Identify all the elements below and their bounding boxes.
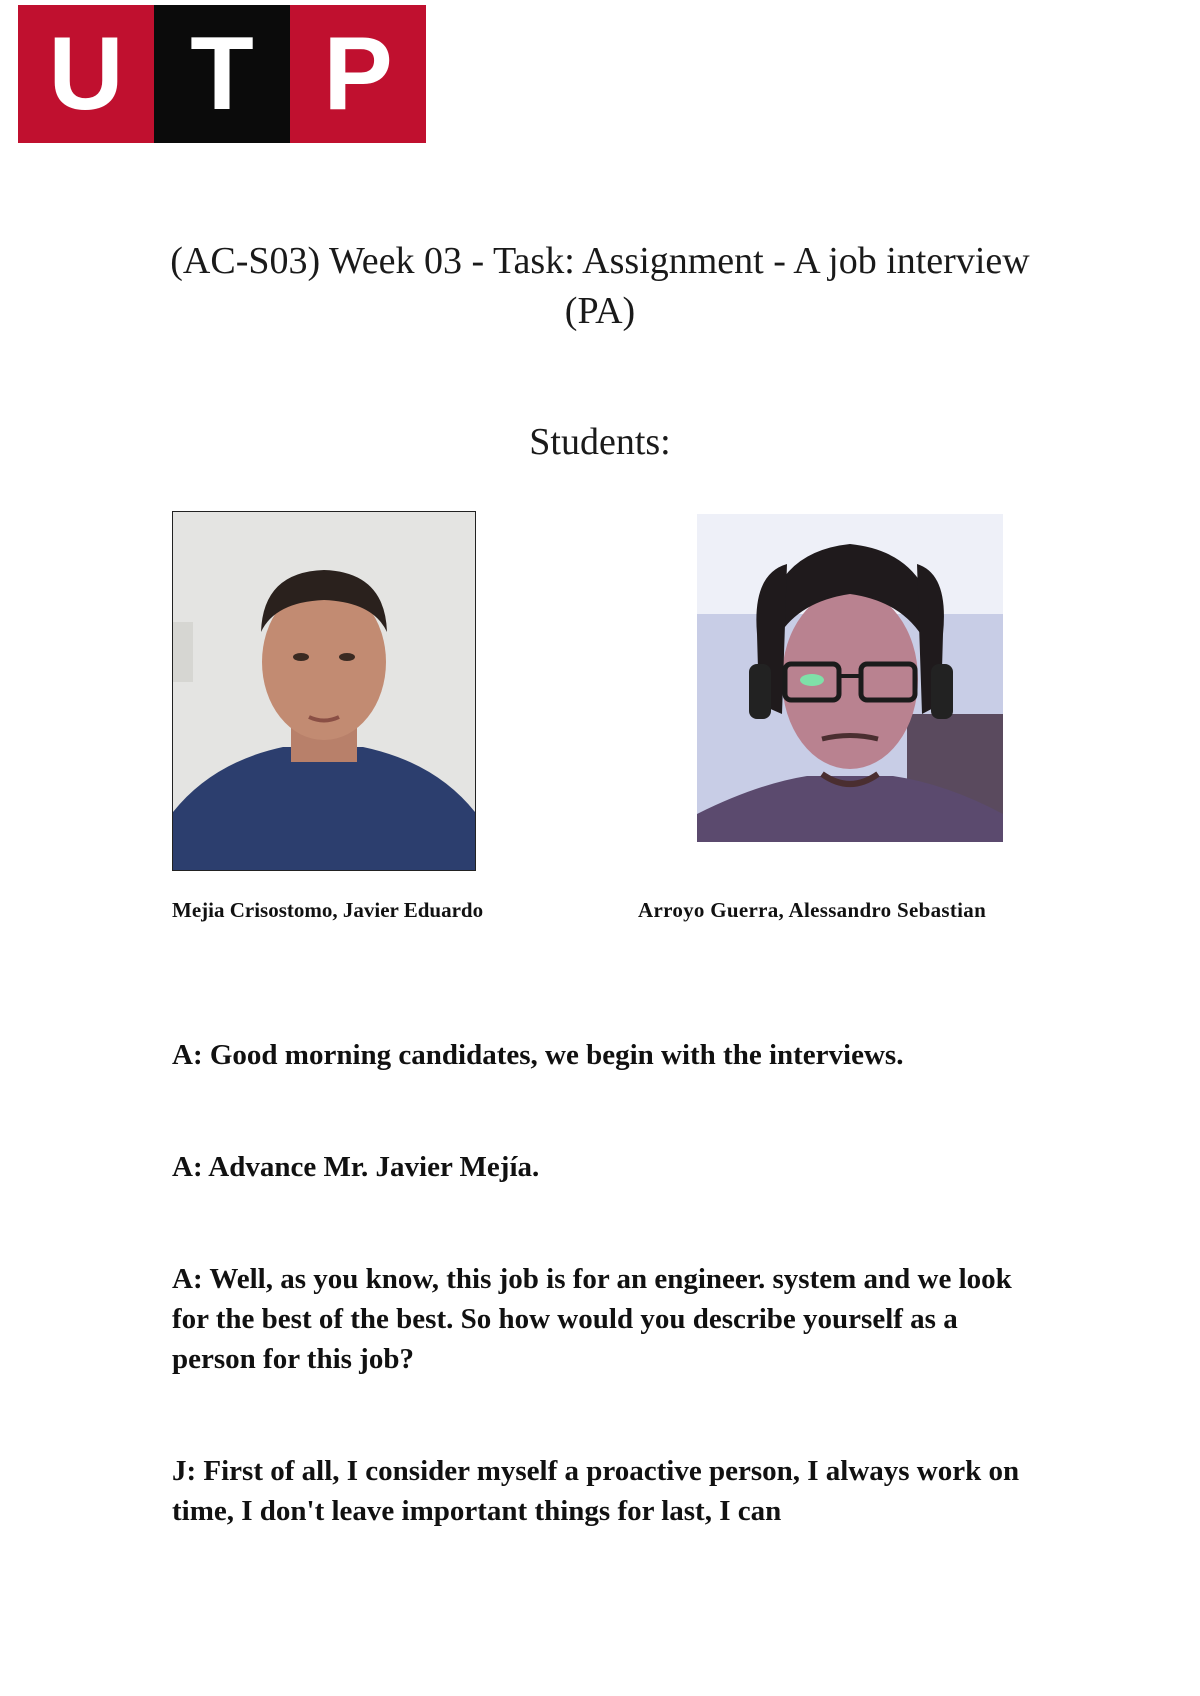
student-name-2: Arroyo Guerra, Alessandro Sebastian [638, 898, 987, 922]
dialogue-line: A: Well, as you know, this job is for an engineer. system and we look for the best of the best. So how would you describe yourself as a person for this job? [172, 1263, 1012, 1375]
student-photo-1 [172, 511, 476, 871]
logo-letter-p: P [290, 5, 426, 143]
dialogue-line: A: Advance Mr. Javier Mejía. [172, 1151, 540, 1183]
students-heading: Students: [529, 421, 671, 463]
dialogue-line: J: First of all, I consider myself a proactive person, I always work on time, I don't leave important things for last, I can [172, 1455, 1020, 1527]
student-photo-2 [697, 514, 1003, 842]
dialogue-line: A: Good morning candidates, we begin with the interviews. [172, 1039, 904, 1071]
dialogue [172, 1035, 1032, 1603]
student-name-1: Mejia Crisostomo, Javier Eduardo [172, 898, 484, 922]
document-title: (AC-S03) Week 03 - Task: Assignment - A job interview (PA) [170, 240, 1030, 332]
logo-letter-t: T [154, 5, 290, 143]
utp-logo [18, 5, 426, 143]
logo-letter-u: U [18, 5, 154, 143]
